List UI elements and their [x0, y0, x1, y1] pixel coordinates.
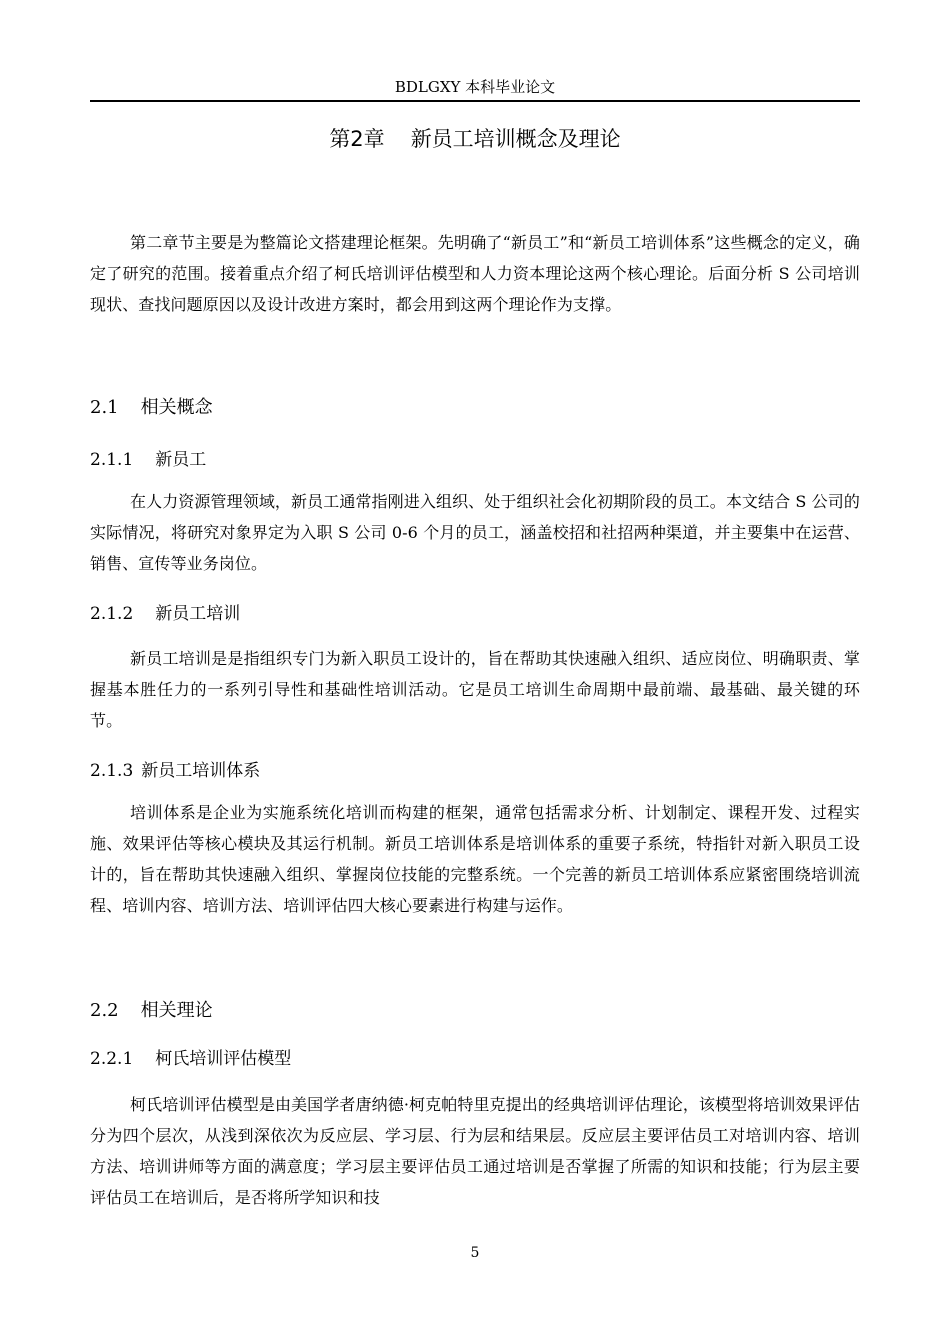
chapter-number: 第2章	[329, 127, 385, 151]
section-title: 柯氏培训评估模型	[155, 1049, 292, 1069]
intro-paragraph: 第二章节主要是为整篇论文搭建理论框架。先明确了“新员工”和“新员工培训体系”这些概念的定义，确定了研究的范围。接着重点介绍了柯氏培训评估模型和人力资本理论这两个核心理论。后面分析 S 公司培训现状、查找问题原因以及设计改进方案时，都会用到这两个理论作为支撑。	[90, 233, 860, 314]
section-heading-2-2-1	[90, 1044, 860, 1074]
section-number: 2.2	[90, 1000, 119, 1021]
section-title: 相关概念	[140, 397, 213, 418]
section-heading-2-1	[90, 393, 860, 423]
section-title: 相关理论	[140, 1000, 213, 1021]
section-heading-2-2	[90, 996, 860, 1026]
section-number: 2.2.1	[90, 1049, 134, 1069]
chapter-heading-text: 新员工培训概念及理论	[410, 127, 621, 151]
section-title: 新员工培训体系	[141, 761, 261, 781]
body-paragraph-2-1-1: 在人力资源管理领域，新员工通常指刚进入组织、处于组织社会化初期阶段的员工。本文结合 S 公司的实际情况，将研究对象界定为入职 S 公司 0-6 个月的员工，涵盖校招和社招两种渠道，并主要集中在运营、销售、宣传等业务岗位。	[90, 492, 860, 573]
body-paragraph-2-1-2: 新员工培训是是指组织专门为新入职员工设计的，旨在帮助其快速融入组织、适应岗位、明确职责、掌握基本胜任力的一系列引导性和基础性培训活动。它是员工培训生命周期中最前端、最基础、最关键的环节。	[90, 649, 860, 730]
body-paragraph-2-2-1: 柯氏培训评估模型是由美国学者唐纳德·柯克帕特里克提出的经典培训评估理论，该模型将培训效果评估分为四个层次，从浅到深依次为反应层、学习层、行为层和结果层。反应层主要评估员工对培训内容、培训方法、培训讲师等方面的满意度；学习层主要评估员工通过培训是否掌握了所需的知识和技能；行为层主要评估员工在培训后，是否将所学知识和技	[90, 1095, 860, 1207]
section-heading-2-1-1	[90, 445, 860, 475]
running-header: BDLGXY 本科毕业论文	[394, 78, 556, 96]
section-number: 2.1.1	[90, 450, 134, 470]
section-title: 新员工	[155, 450, 207, 470]
section-title: 新员工培训	[155, 604, 241, 624]
section-heading-2-1-2	[90, 599, 860, 629]
section-number: 2.1.2	[90, 604, 134, 624]
header-rule	[90, 100, 860, 102]
section-heading-2-1-3	[90, 756, 860, 786]
chapter-title	[90, 122, 860, 156]
section-number: 2.1	[90, 397, 119, 418]
section-number: 2.1.3	[90, 761, 134, 781]
body-paragraph-2-1-3: 培训体系是企业为实施系统化培训而构建的框架，通常包括需求分析、计划制定、课程开发、过程实施、效果评估等核心模块及其运行机制。新员工培训体系是培训体系的重要子系统，特指针对新入职员工设计的，旨在帮助其快速融入组织、掌握岗位技能的完整系统。一个完善的新员工培训体系应紧密围绕培训流程、培训内容、培训方法、培训评估四大核心要素进行构建与运作。	[90, 803, 860, 915]
page-number: 5	[470, 1245, 480, 1261]
